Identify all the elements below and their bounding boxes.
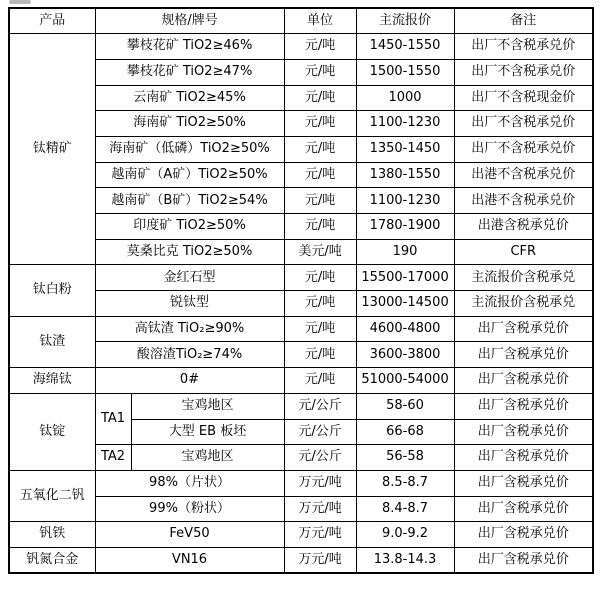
- table-row: [9, 368, 593, 394]
- table-row: [9, 496, 593, 522]
- note-cell: 出厂含税承兑价: [454, 342, 593, 368]
- spec-cell: 大型 EB 板坯: [131, 419, 284, 445]
- table-row: [9, 342, 593, 368]
- header-row: [9, 8, 593, 34]
- note-cell: 出厂含税承兑价: [454, 393, 593, 419]
- spec-cell: 酸溶渣TiO₂≥74%: [95, 342, 284, 368]
- note-cell: 出厂不含税承兑价: [454, 59, 593, 85]
- table-row: [9, 239, 593, 265]
- note-cell: 出厂不含税现金价: [454, 85, 593, 111]
- table-row: [9, 85, 593, 111]
- header-product: 产品: [9, 8, 95, 34]
- unit-cell: 元/吨: [284, 368, 356, 394]
- table-row: [9, 136, 593, 162]
- unit-cell: 美元/吨: [284, 239, 356, 265]
- note-cell: 出厂含税承兑价: [454, 547, 593, 573]
- spec-cell: VN16: [95, 547, 284, 573]
- table-row: [9, 445, 593, 471]
- unit-cell: 元/吨: [284, 136, 356, 162]
- table-row: [9, 522, 593, 548]
- price-cell: 66-68: [356, 419, 454, 445]
- unit-cell: 元/吨: [284, 188, 356, 214]
- spec-cell: FeV50: [95, 522, 284, 548]
- note-cell: 出港不含税承兑价: [454, 188, 593, 214]
- product-group-cell: 钒铁: [9, 522, 95, 548]
- note-cell: 出厂不含税承兑价: [454, 111, 593, 137]
- note-cell: 出厂含税承兑价: [454, 470, 593, 496]
- unit-cell: 元/公斤: [284, 445, 356, 471]
- price-cell: 190: [356, 239, 454, 265]
- note-cell: 主流报价含税承兑: [454, 291, 593, 317]
- table-row: [9, 291, 593, 317]
- price-cell: 56-58: [356, 445, 454, 471]
- note-cell: 出港含税承兑价: [454, 214, 593, 240]
- unit-cell: 元/公斤: [284, 419, 356, 445]
- header-unit: 单位: [284, 8, 356, 34]
- table-row: [9, 111, 593, 137]
- price-cell: 3600-3800: [356, 342, 454, 368]
- table-row: [9, 470, 593, 496]
- price-cell: 1100-1230: [356, 188, 454, 214]
- unit-cell: 万元/吨: [284, 522, 356, 548]
- table-row: [9, 214, 593, 240]
- scan-artifact-mark: [9, 0, 31, 4]
- product-group-cell: 钛白粉: [9, 265, 95, 316]
- unit-cell: 元/吨: [284, 85, 356, 111]
- unit-cell: 万元/吨: [284, 547, 356, 573]
- spec-cell: 攀枝花矿 TiO2≥47%: [95, 59, 284, 85]
- note-cell: 出厂含税承兑价: [454, 316, 593, 342]
- table-row: [9, 265, 593, 291]
- spec-cell: 锐钛型: [95, 291, 284, 317]
- spec-cell: 99%（粉状）: [95, 496, 284, 522]
- spec-cell: 金红石型: [95, 265, 284, 291]
- product-group-cell: 五氧化二钒: [9, 470, 95, 521]
- price-cell: 8.4-8.7: [356, 496, 454, 522]
- price-cell: 4600-4800: [356, 316, 454, 342]
- table-row: [9, 162, 593, 188]
- unit-cell: 元/公斤: [284, 393, 356, 419]
- note-cell: 出港不含税承兑价: [454, 162, 593, 188]
- price-cell: 51000-54000: [356, 368, 454, 394]
- spec-cell: 攀枝花矿 TiO2≥46%: [95, 34, 284, 60]
- header-price: 主流报价: [356, 8, 454, 34]
- header-spec: 规格/牌号: [95, 8, 284, 34]
- spec-cell: 宝鸡地区: [131, 393, 284, 419]
- table-row: [9, 393, 593, 419]
- product-group-cell: 海绵钛: [9, 368, 95, 394]
- spec-cell: 越南矿（A矿）TiO2≥50%: [95, 162, 284, 188]
- spec-cell: 高钛渣 TiO₂≥90%: [95, 316, 284, 342]
- unit-cell: 元/吨: [284, 342, 356, 368]
- table-row: [9, 59, 593, 85]
- unit-cell: 万元/吨: [284, 496, 356, 522]
- table-row: [9, 316, 593, 342]
- price-cell: 58-60: [356, 393, 454, 419]
- note-cell: 出厂含税承兑价: [454, 445, 593, 471]
- price-cell: 1450-1550: [356, 34, 454, 60]
- unit-cell: 元/吨: [284, 162, 356, 188]
- spec-cell: 云南矿 TiO2≥45%: [95, 85, 284, 111]
- table-row: [9, 34, 593, 60]
- table-row: [9, 188, 593, 214]
- price-cell: 15500-17000: [356, 265, 454, 291]
- price-cell: 13.8-14.3: [356, 547, 454, 573]
- spec-cell: 莫桑比克 TiO2≥50%: [95, 239, 284, 265]
- spec-cell: 0#: [95, 368, 284, 394]
- spec-cell: 98%（片状）: [95, 470, 284, 496]
- ta-grade-cell: TA2: [95, 445, 131, 471]
- note-cell: 出厂含税承兑价: [454, 368, 593, 394]
- price-cell: 1780-1900: [356, 214, 454, 240]
- spec-cell: 宝鸡地区: [131, 445, 284, 471]
- spec-cell: 海南矿（低磷）TiO2≥50%: [95, 136, 284, 162]
- note-cell: 出厂不含税承兑价: [454, 136, 593, 162]
- price-cell: 13000-14500: [356, 291, 454, 317]
- product-group-cell: 钛精矿: [9, 34, 95, 265]
- price-cell: 8.5-8.7: [356, 470, 454, 496]
- price-cell: 1380-1550: [356, 162, 454, 188]
- note-cell: 出厂不含税承兑价: [454, 34, 593, 60]
- unit-cell: 万元/吨: [284, 470, 356, 496]
- price-cell: 1000: [356, 85, 454, 111]
- product-group-cell: 钛渣: [9, 316, 95, 367]
- unit-cell: 元/吨: [284, 265, 356, 291]
- spec-cell: 印度矿 TiO2≥50%: [95, 214, 284, 240]
- commodity-price-table: [8, 7, 594, 574]
- unit-cell: 元/吨: [284, 59, 356, 85]
- product-group-cell: 钒氮合金: [9, 547, 95, 573]
- note-cell: 主流报价含税承兑: [454, 265, 593, 291]
- ta-grade-cell: TA1: [95, 393, 131, 444]
- header-note: 备注: [454, 8, 593, 34]
- unit-cell: 元/吨: [284, 34, 356, 60]
- price-cell: 1350-1450: [356, 136, 454, 162]
- unit-cell: 元/吨: [284, 316, 356, 342]
- table-row: [9, 547, 593, 573]
- price-cell: 9.0-9.2: [356, 522, 454, 548]
- price-cell: 1500-1550: [356, 59, 454, 85]
- unit-cell: 元/吨: [284, 214, 356, 240]
- unit-cell: 元/吨: [284, 291, 356, 317]
- note-cell: 出厂含税承兑价: [454, 419, 593, 445]
- unit-cell: 元/吨: [284, 111, 356, 137]
- product-group-cell: 钛锭: [9, 393, 95, 470]
- spec-cell: 越南矿（B矿）TiO2≥54%: [95, 188, 284, 214]
- note-cell: 出厂含税承兑价: [454, 496, 593, 522]
- note-cell: 出厂含税承兑价: [454, 522, 593, 548]
- note-cell: CFR: [454, 239, 593, 265]
- price-cell: 1100-1230: [356, 111, 454, 137]
- spec-cell: 海南矿 TiO2≥50%: [95, 111, 284, 137]
